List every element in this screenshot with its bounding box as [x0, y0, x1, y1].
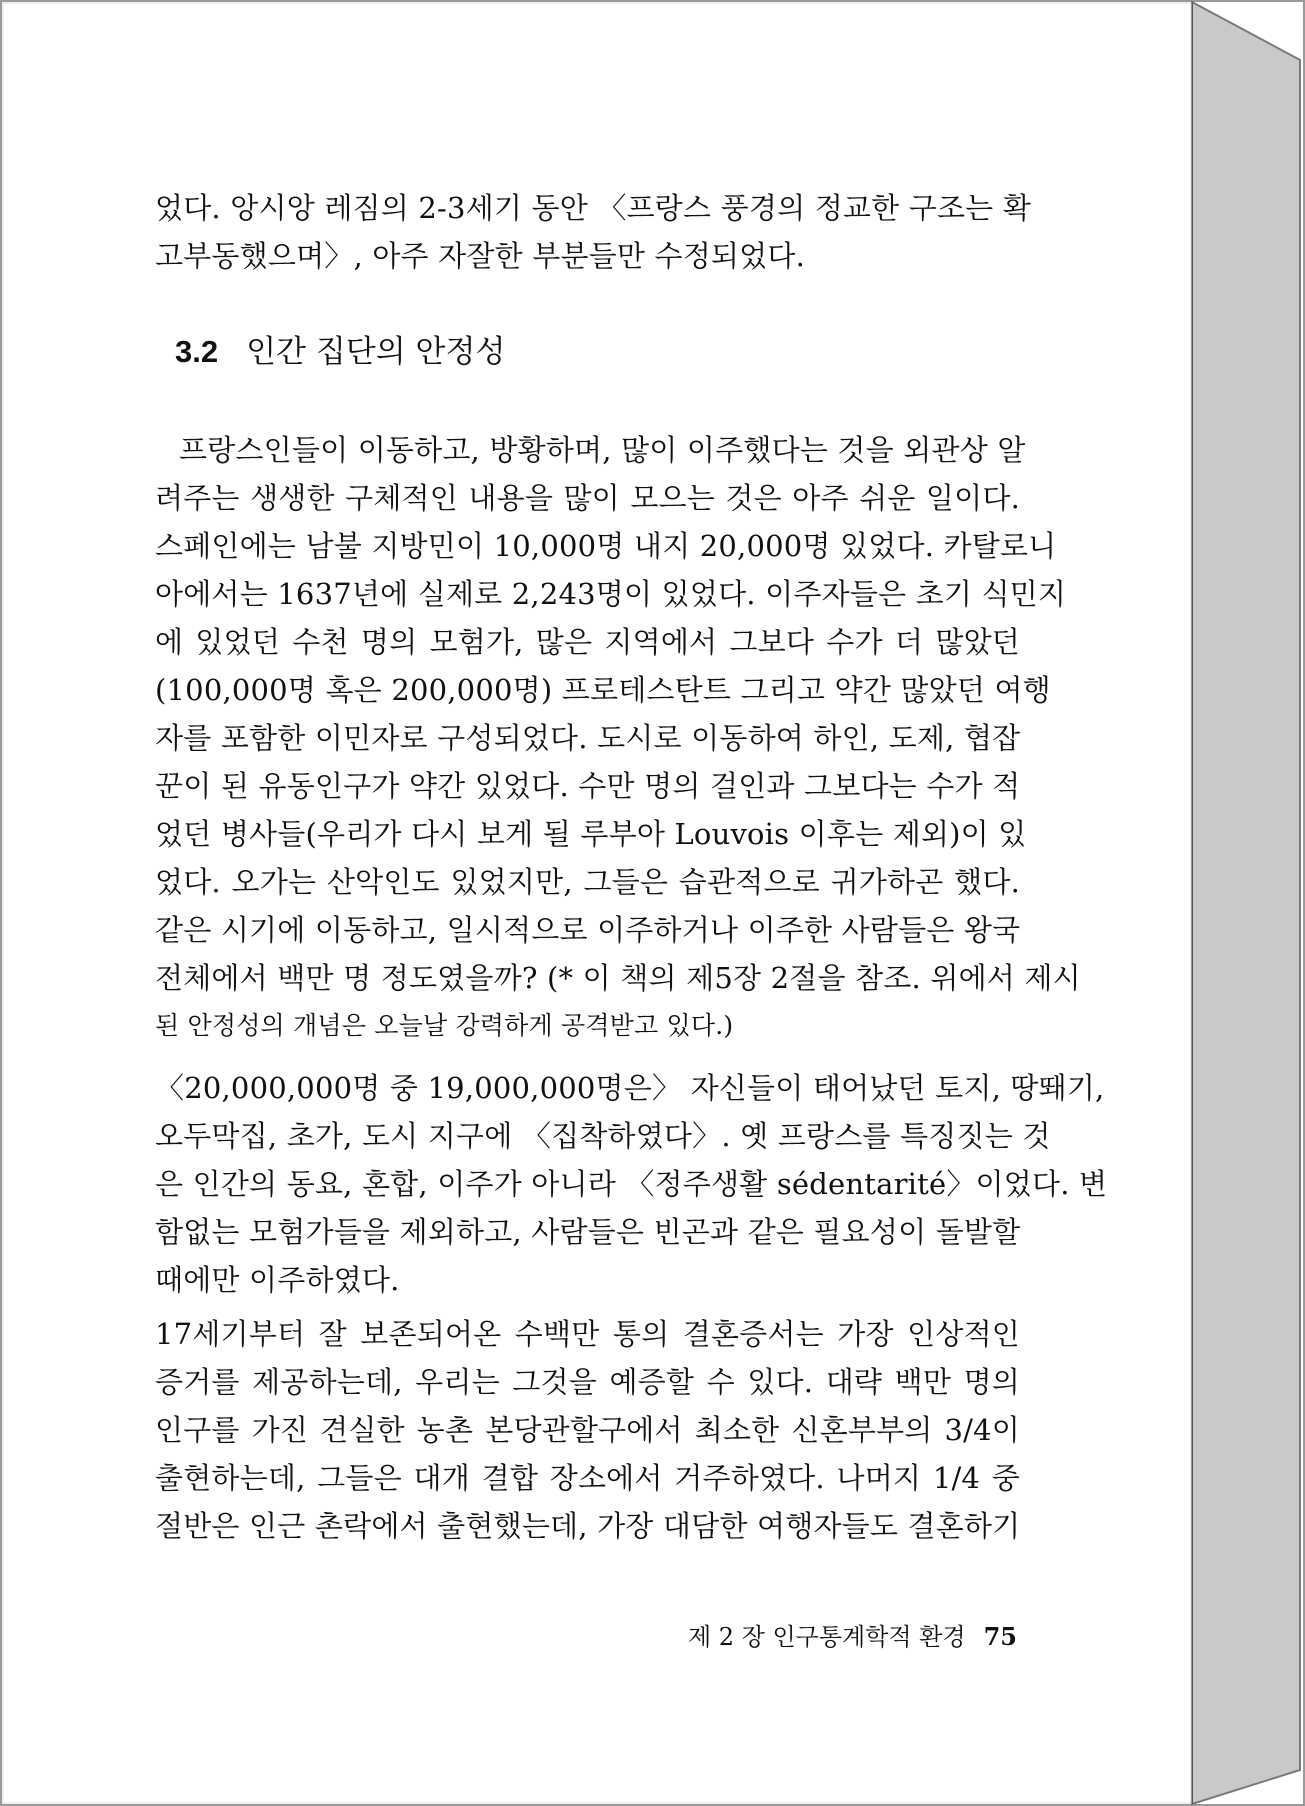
section-title: 인간 집단의 안정성: [246, 334, 506, 370]
page-number: 75: [983, 1622, 1017, 1651]
text-line: 었던 병사들(우리가 다시 보게 될 루부아 Louvois 이후는 제외)이 있: [155, 817, 1027, 851]
translator-note-line: 된 안정성의 개념은 오늘날 강력하게 공격받고 있다.): [155, 1011, 734, 1040]
text-line: 아에서는 1637년에 실제로 2,243명이 있었다. 이주자들은 초기 식민지: [155, 577, 1067, 611]
text-line: 스페인에는 남불 지방민이 10,000명 내지 20,000명 있었다. 카탈로니: [155, 529, 1057, 563]
text-line: 전체에서 백만 명 정도였을까? (* 이 책의 제5장 2절을 참조. 위에서 제시: [155, 961, 1081, 995]
text-line: 때에만 이주하였다.: [155, 1263, 400, 1297]
text-line: (100,000명 혹은 200,000명) 프로테스탄트 그리고 약간 많았던 여행: [155, 673, 1051, 707]
text-line: 꾼이 된 유동인구가 약간 있었다. 수만 명의 걸인과 그보다는 수가 적: [155, 769, 1021, 803]
page-stack-edge: [1192, 2, 1300, 1804]
section-number: 3.2: [175, 334, 219, 369]
text-line: 고부동했으며〉, 아주 자잘한 부분들만 수정되었다.: [155, 239, 805, 273]
text-line: 17세기부터 잘 보존되어온 수백만 통의 결혼증서는 가장 인상적인: [155, 1317, 1020, 1351]
text-line: 같은 시기에 이동하고, 일시적으로 이주하거나 이주한 사람들은 왕국: [155, 913, 1021, 947]
text-line: 오두막집, 초가, 도시 지구에 〈집착하였다〉. 옛 프랑스를 특징짓는 것: [155, 1119, 1051, 1153]
text-line: 증거를 제공하는데, 우리는 그것을 예증할 수 있다. 대략 백만 명의: [155, 1365, 1020, 1399]
section-heading: [175, 330, 505, 374]
text-line: 인구를 가진 견실한 농촌 본당관할구에서 최소한 신혼부부의 3/4이: [155, 1413, 1020, 1447]
text-line: 〈20,000,000명 중 19,000,000명은〉 자신들이 태어났던 토지, 땅뙈기,: [155, 1071, 1105, 1105]
text-line: 려주는 생생한 구체적인 내용을 많이 모으는 것은 아주 쉬운 일이다.: [155, 481, 1020, 515]
page-footer: [688, 1620, 1017, 1654]
text-line: 에 있었던 수천 명의 모험가, 많은 지역에서 그보다 수가 더 많았던: [155, 625, 1020, 659]
text-line: 절반은 인근 촌락에서 출현했는데, 가장 대담한 여행자들도 결혼하기: [155, 1509, 1021, 1543]
text-line: 었다. 오가는 산악인도 있었지만, 그들은 습관적으로 귀가하곤 했다.: [155, 865, 1020, 899]
text-line: 은 인간의 동요, 혼합, 이주가 아니라 〈정주생활 sédentarité〉이었다. 변: [155, 1167, 1108, 1201]
text-line: 출현하는데, 그들은 대개 결합 장소에서 거주하였다. 나머지 1/4 중: [155, 1461, 1020, 1495]
running-head: 제 2 장 인구통계학적 환경: [687, 1623, 966, 1651]
text-line: 었다. 앙시앙 레짐의 2-3세기 동안 〈프랑스 풍경의 정교한 구조는 확: [155, 191, 1032, 225]
text-line: 자를 포함한 이민자로 구성되었다. 도시로 이동하여 하인, 도제, 협잡: [155, 721, 1021, 755]
text-line: 함없는 모험가들을 제외하고, 사람들은 빈곤과 같은 필요성이 돌발할: [155, 1215, 1021, 1249]
text-line: 프랑스인들이 이동하고, 방황하며, 많이 이주했다는 것을 외관상 알: [179, 433, 1026, 467]
